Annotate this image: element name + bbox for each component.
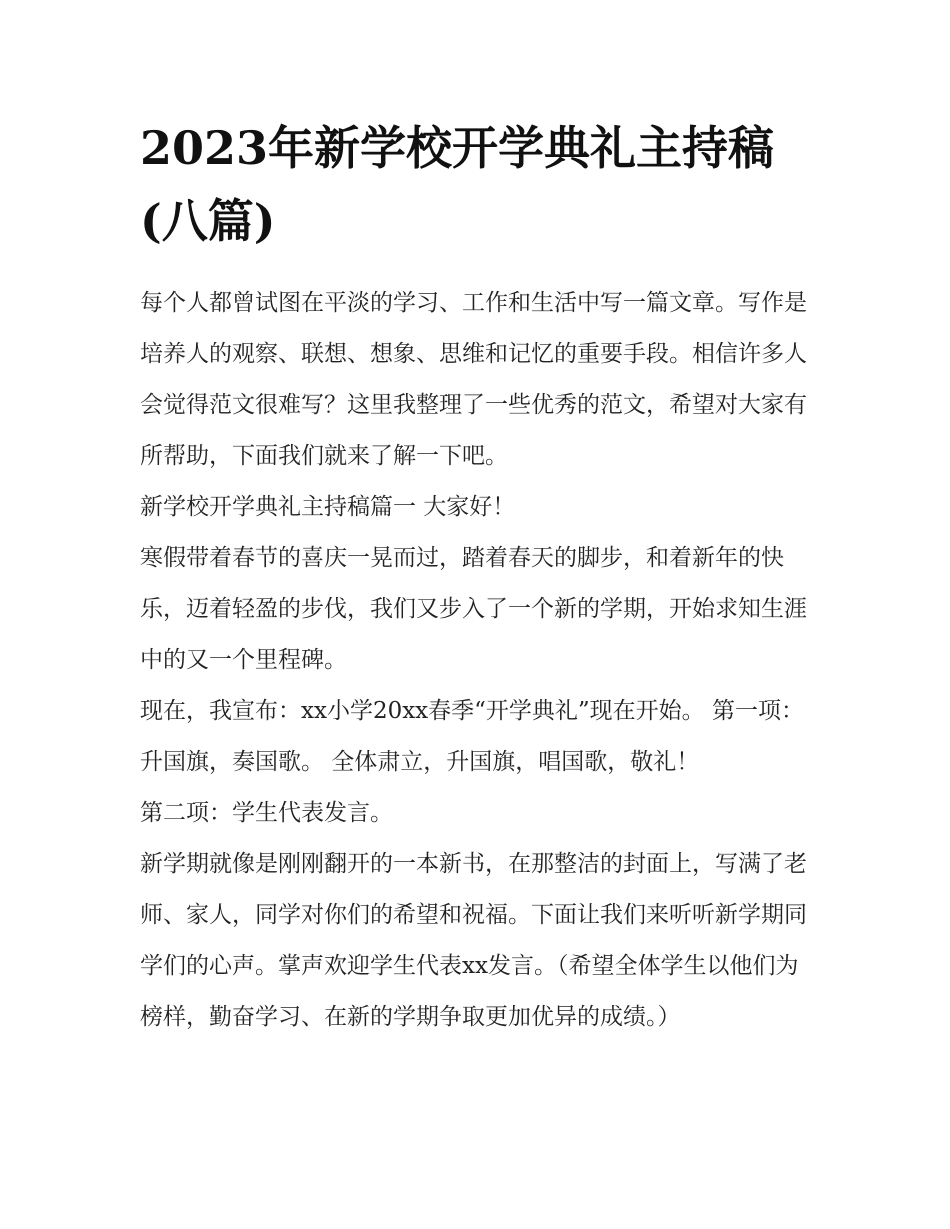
section-heading-paragraph: 新学校开学典礼主持稿篇一 大家好！ xyxy=(140,494,516,520)
opening-paragraph: 寒假带着春节的喜庆一晃而过，踏着春天的脚步，和着新年的快乐，迈着轻盈的步伐，我们又步入了一个新的学期，开始求知生涯中的又一个里程碑。 xyxy=(140,545,807,673)
document-title: 2023年新学校开学典礼主持稿(八篇) xyxy=(140,121,775,248)
announcement-paragraph: 现在，我宣布：xx小学20xx春季“开学典礼”现在开始。 第一项：升国旗，奏国歌。 全体肃立，升国旗，唱国歌，敬礼！ xyxy=(140,698,804,775)
intro-paragraph: 每个人都曾试图在平淡的学习、工作和生活中写一篇文章。写作是培养人的观察、联想、想象、思维和记忆的重要手段。相信许多人会觉得范文很难写？这里我整理了一些优秀的范文，希望对大家有所帮助，下面我们就来了解一下吧。 xyxy=(140,290,807,469)
document-body xyxy=(140,278,820,1043)
agenda-item-paragraph: 第二项：学生代表发言。 xyxy=(140,800,393,826)
speech-intro-paragraph: 新学期就像是刚刚翻开的一本新书，在那整洁的封面上，写满了老师、家人，同学对你们的希望和祝福。下面让我们来听听新学期同学们的心声。掌声欢迎学生代表xx发言。（希望全体学生以他们为榜样，勤奋学习、在新的学期争取更加优异的成绩。） xyxy=(140,851,807,1030)
